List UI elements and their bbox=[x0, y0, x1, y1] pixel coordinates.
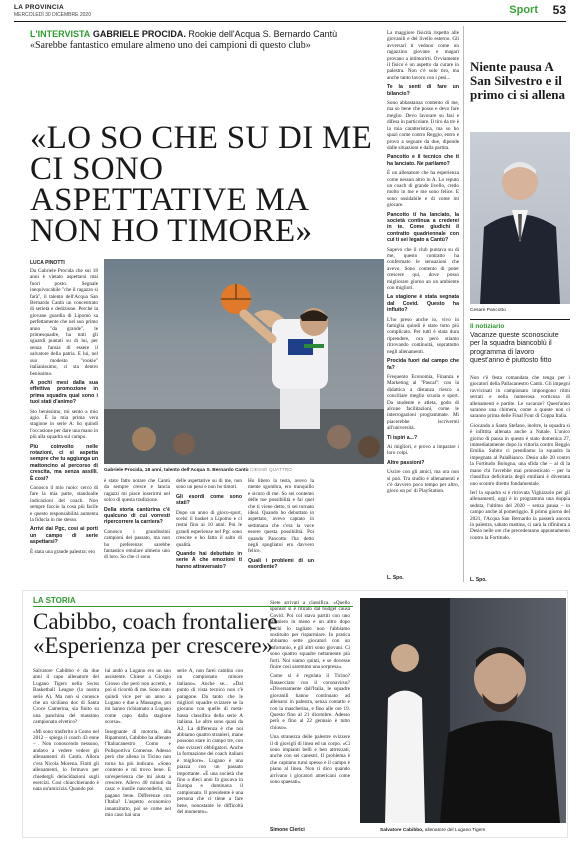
cabibbo-photo bbox=[360, 598, 566, 823]
side-article-summary: Vacanze queste sconosciute per la squadra biancoblù il programma di lavoro quest'anno è piuttosto fitto bbox=[470, 332, 559, 364]
storia-headline: Cabibbo, coach frontaliere «Esperienza per crescere» bbox=[33, 609, 278, 658]
interview-question: Quando hai debuttato in serie A che emozioni ti hanno attraversato? bbox=[176, 551, 242, 570]
paragraph: Ieri la squadra si è ritrovata Vighizzolo per gli allenamenti, oggi è in programma una doppia seduta, l'ultimo del 2020 – senza pausa – in campo anche al pomeriggio. Il primo giorno del 2021, l'Acqua San Bernardo la passerà ancora in palestra, sabato mattina, ci sarà la rifinitura a Desio nelle ore che precederanno appuntamento contro la Fortitudo. bbox=[470, 489, 570, 541]
interview-question: Arrivi dai Pgc, così ai porti un campo di serie aspettarsi? bbox=[30, 526, 98, 546]
interview-question: Pancotto e il tecnico che ti ha lanciato. Ne parliamo? bbox=[387, 154, 459, 167]
paragraph: Giocando a Santo Stefano, inoltre, la squadra si è infittita allenata anche a Natale. L'unico giorno di pausa in questo è stato domenica 27, immediatamente dopo la vittoria contro Reggio Emilia. Subito ci prendiamo la squadra la impegnata al PalaBianco. Desio alle 20 contro la Fortitudo Bologna, una sfida che – al di la mano chi l'avrebbe mai pronosticato – per la classifica deficitaria degli emiliani è diventata uno scontro diretto fondamentale. bbox=[470, 422, 570, 487]
side-article-signature: L. Spo. bbox=[470, 577, 487, 583]
kicker-text: Rookie dell'Acqua S. Bernardo Cantù bbox=[188, 29, 338, 39]
caption-text: Gabriele Procida, 18 anni, talento dell'Acqua S. Bernardo Cantù bbox=[104, 468, 249, 473]
paragraph: Ho libero la testa, avevo la mente sgombra, ero tranquillo e sicuro di me. So sei contento delle tue possibilità e fai quel che ti viene detto, ti sei tornato ideal. Quando ho debuttato in aspettato, avevo captato in settimana che c'era la voce essere questa possibilità. Poi quando Pancotto l'ha detto negli spogliatoi ero davvero felice. bbox=[248, 478, 314, 555]
paragraph: Una stranezza delle palestre svizzere il di giovigli di linea ed un corpo. «Ci sono impianti belli e ben attrezzati, anche con sei canestri. Il problema è che capitano turni spesso e il campo è piano al linea. Non ti dico quando arrivano i giocatori americani come sono spaesati». bbox=[270, 734, 350, 785]
side-article-body bbox=[470, 375, 570, 575]
header-rule bbox=[14, 21, 566, 22]
interview-question: Te la senti di fare un bilancio? bbox=[387, 84, 459, 97]
paragraph: Conosco il mio ruolo: cerco di fare la mia parte, standoalle indicazioni del coach. Non sempre faccio la cosa più facile e questo responsabilità aumenta la fiducia in me stesso. bbox=[30, 485, 98, 524]
paragraph: serie A, non farei cambio con un campionato minore italiano». Anche se... «Dal punto di vista tecnico non c'è paragone. Da tanto che le migliori squadre svizzere se la giocano con quelle di metà-bassa classifica della serie A italiana. Le altre sono quasi da A2. La differenza è che noi abbiamo quattro stranieri, mane possono stare in campo tre, con due svizzeri obbligatori. Anche la formazione dei coach italiani è migliore». Lugano è una piazza con un passato importante. «È una società che fino a dieci anni fa giocava in Europa e dominava il campionato. Il presidente è una persona che ci tiene a fare bene, nonostante le difficoltà del momento». bbox=[177, 668, 243, 815]
notiziario-label: Il notiziario bbox=[470, 323, 505, 330]
paragraph: Salvatore Cabibbo è da due anni il capo allenatore del Lugano Tigers nella Swiss Basketball League (la nostra serie A). Ma non si conosce che un siciliano doc di Santa Croce Camerina, sia finito su una panchina del massimo campionato elvetico? bbox=[33, 668, 99, 726]
interview-question: Procida fuori dal campo che fa? bbox=[387, 358, 459, 371]
paragraph: delle aspettative su di me, non sono un peso e non ho timori. bbox=[176, 478, 242, 491]
cabibbo-caption-text: allenatore del Lugano Tigers bbox=[424, 828, 486, 833]
paragraph: Sto benissimo, mi sento a mio agio. È la mia prima vera stagione in serie A: ho quindi l'occasione per dare una mano in più alla squadra sul campo. bbox=[30, 408, 98, 441]
article-col-4 bbox=[248, 478, 314, 580]
page-number: 53 bbox=[552, 3, 566, 17]
publication-name: LA PROVINCIA bbox=[14, 4, 64, 11]
paragraph: «Mi sono trasferito a Como nel 2012 – spiega il coach 43 enne – . Non conoscendo nessuno, andavo a vedere vedere gli allenamenti di Cantù. Allora c'era Nicola Morena. Finiti gli allenamenti, lo fermavo per chiedergli delucidazioni sugli esercizi. Così chiacchierando è nata un'amicizia. Quando poi bbox=[33, 728, 99, 793]
interview-question: Più coinvolto nelle rotazioni, ci si aspetta sempre che tu aggiunga un mattoncino al percorso di crescita, ma senza assilli. È così? bbox=[30, 443, 98, 482]
interview-question: Della storia cantùrina c'è qualcuno di cui vorresti ripercorrere la carriera? bbox=[104, 506, 170, 526]
publication-date: MERCOLEDÌ 30 DICEMBRE 2020 bbox=[14, 12, 91, 18]
paragraph: Non c'è festa comandata che tenga per i giocatori della Pallacanestro Cantù. Gli impegni ravvicinati in campionato impongono ritmi serrati e nella numerosa vorticosa di allenamenti e partite. Le vacanze? Quest'anno saranno una chimera, come a queste non ci saranno prima delle Final Four di Coppa Italia. bbox=[470, 375, 570, 420]
cabibbo-caption-name: Salvatore Cabibbo, bbox=[380, 828, 424, 833]
paragraph: Conosco i grandissimi campioni del passato, ma non ho preferenze: sarebbe fantastico emulare almeno uno di loro. So che ci sono bbox=[104, 528, 170, 561]
interview-question: La stagione è stata segnata dal Covid. Questo ha influito? bbox=[387, 294, 459, 314]
storia-col-2 bbox=[105, 668, 171, 833]
paragraph: Come si è regolata il Ticino? Rassecciato con il coronavirus? «Diversamente dall'Italia, le squadre giovanili hanno continuato ad allenarsi in palestra, senza contatto e con la mascherina, e fino alle ore 19. Questo fino al 21 dicembre. Adesso però e fino al 22 gennaio è tutto chiuso». bbox=[270, 673, 350, 731]
column-divider bbox=[463, 26, 464, 582]
notiziario-rule bbox=[470, 319, 570, 320]
article-subtitle: «Sarebbe fantastico emulare almeno uno dei campioni di questo club» bbox=[30, 40, 311, 51]
storia-col-4 bbox=[270, 600, 350, 825]
paragraph: Dopo un anno di gioco-sport, scelsi il basket a Lipomo e ci restai fino ai 10 anni. Poi le grandi esperienze nel Pgc sono crescite e ho fatto il salto di qualità. bbox=[176, 509, 242, 548]
section-name: Sport bbox=[509, 4, 538, 16]
kicker-tag: L'INTERVISTA bbox=[30, 29, 91, 39]
paragraph: lui andò a Lugano ero un suo assistente. Chiese a Giorgio Grosso che però non accettò, e poi si ricordò di me. Sono stato quindi vice per un anno a Lugano e due a Massagno, poi mi hanno richiamato a Lugano come capo dalla stagione scorsa». bbox=[105, 668, 171, 726]
interview-question: Pancotto ti ha lanciato, la società continua a crederei in te. Come giudichi il contratto quadriennale con cui ti sei legato a Cantù? bbox=[387, 211, 459, 244]
cabibbo-illustration bbox=[360, 598, 566, 823]
article-col-5 bbox=[387, 30, 459, 575]
storia-signature: Simone Clerici bbox=[270, 827, 305, 833]
interview-question: Quali i problemi di un esordiente? bbox=[248, 557, 314, 571]
paragraph: La maggiore fisicità rispetto alle giovanili e del livello esterno. Gli avversari ti vedono come un ragazzino giovane e magari provano a intimorirti. Ovviamente il fisico è un aspetto da curare in palestra. Non c'è solo tiro, ma anche tanto lavoro con i pesi... bbox=[387, 30, 459, 81]
paragraph: Sono abbastanza contento di me, ma so bene che posso e devo fare meglio. Devo lavorare su fasi e difesa in particolare. Il tiro da tre è la mia caratteristica, ma so ho spazi come contro Reggio, entro e provo a segnare da due, dipende dalle situazioni e dalla partita. bbox=[387, 100, 459, 151]
paragraph: Da Gabriele Procida che sui 18 anni è vietato aspettarsi mai fuori posto. Segnale inequivocabile "che il ragazzo si farà", il talento dell'Acqua San Bernardo Cantù un concentrato di serietà e dedizione. Perché la giovane guardia di Lipomo sa perfettamente che nel suo primo anno "da grande", le primesquadre, ha tutti gli sguardi puntati su di lui, per senza l'ansia di essere il salvatore della patria. E lui, nel suo modesto "rookie" italianissimo, ci sta dentro benissimo. bbox=[30, 268, 98, 377]
side-article-title: Niente pausa A San Silvestro e il primo ci si allena bbox=[470, 59, 565, 102]
storia-label: LA STORIA bbox=[33, 596, 76, 605]
article-kicker bbox=[30, 29, 382, 51]
paragraph: È stata una grande palestra: ero bbox=[30, 548, 95, 555]
article-col-3 bbox=[176, 478, 242, 580]
article-headline: «LO SO CHE SU DI ME CI SONO ASPETTATIVE MA NON HO TIMORE» bbox=[30, 120, 373, 249]
paragraph: È un allenatore che ha esperienza come nessun altro in A. Lo reputo un coach di grande livello, credo molto in me e me sono felice. E sono ossidabile e di come mi giocare. bbox=[387, 170, 459, 209]
storia-col-1 bbox=[33, 668, 99, 833]
kicker-name: GABRIELE PROCIDA. bbox=[92, 29, 186, 39]
article-col-2 bbox=[104, 478, 170, 580]
interview-question: Altre passioni? bbox=[387, 459, 425, 466]
player-photo bbox=[104, 259, 384, 464]
caption-credit: CIESSE QUATTRO bbox=[249, 468, 292, 473]
paragraph: è stato fatto notare che Cantù da sempre cresce e lancia ragazzi mi piace inserirmi nel solco di questa tradizione. bbox=[104, 478, 170, 504]
storia-col-3 bbox=[177, 668, 243, 833]
paragraph: Ai migliori, e provo a imparare i loro colpi. bbox=[387, 443, 459, 457]
coach-photo-caption: Cesare Pancotto bbox=[470, 308, 506, 313]
paragraph: Insegnante di motoria, alla Ripamonti, Cabibbo ha allenato l'Italiacanestro Como e Polisportiva Comense. Adesso però che allena in Ticino non torna ha più indicato. «Sono contento e mi trovo bene. E un'esperienza che mi aiuta a crescere. Allevo 40 minuti da casa: e inutile nasconderlo, mi pagano bene. Differenze con l'Italia? L'aspetto economico innanzitutto, poi se come nel mio caso hai una bbox=[105, 728, 171, 818]
cabibbo-photo-caption bbox=[380, 828, 566, 833]
interview-question: A pochi mesi dalla sua effettiva promozione in prima squadra qual sono i tuoi stati d'animo? bbox=[30, 379, 98, 406]
article-byline: LUCA PINOTTI bbox=[30, 260, 65, 266]
paragraph: L'ho preso anche io, vivo in famiglia quindi è stato tutto più complicato. Per tutti è stata dura riprendere, ora però stiamo ritrovando continuità, soprattutto negli allenamenti. bbox=[387, 316, 459, 355]
paragraph: Uscire con gli amici, ma ora non si può. Tra studio e allenamenti e c'è davvero poco tempo per altro, gioco un po' di PlayStation. bbox=[387, 469, 459, 495]
article-signature: L. Spo. bbox=[387, 575, 404, 581]
paragraph: Frequento Economia, Finanza e Marketing al "Pascal": con la didattica a distanza riesco a conciliare meglio scuola e sport. Da studente e atleta, godo di alcune facilitazioni, come le interrogazioni programmate. Mi piacerebbe iscrivermi all'università. bbox=[387, 373, 459, 432]
paragraph: Siete arrivati a classifica. «Quello sponsor si è ritirato dal budget causa Covid. Poi col stava partiti con uno straniero in meno e un altro dopo pochi lo tagliato non l'abbiamo sostituito per risparmiare. In pratica abbiamo sette giocatori con un infortunio, e gli altri sono giovani. Ci sono quattro squadre nettamente più forti. Noi siamo quinti, e se dovesse finire così saremmo una sorpresa». bbox=[270, 600, 350, 671]
coach-photo bbox=[470, 132, 570, 304]
interview-question: Gli esordi come sono stati? bbox=[176, 493, 242, 507]
paragraph: Sapevo che il club puntava su di me, questo contratto ha confermato le sensazioni che avevo. Sono contento di poter crescere qui, dove posso migliorare giorno an un ambiente con migliori. bbox=[387, 246, 459, 292]
player-photo-caption bbox=[104, 468, 384, 473]
interview-question: Ti ispiri a...? bbox=[387, 434, 418, 441]
article-col-1 bbox=[30, 268, 98, 580]
player-illustration bbox=[104, 259, 384, 464]
coach-illustration bbox=[470, 132, 570, 304]
